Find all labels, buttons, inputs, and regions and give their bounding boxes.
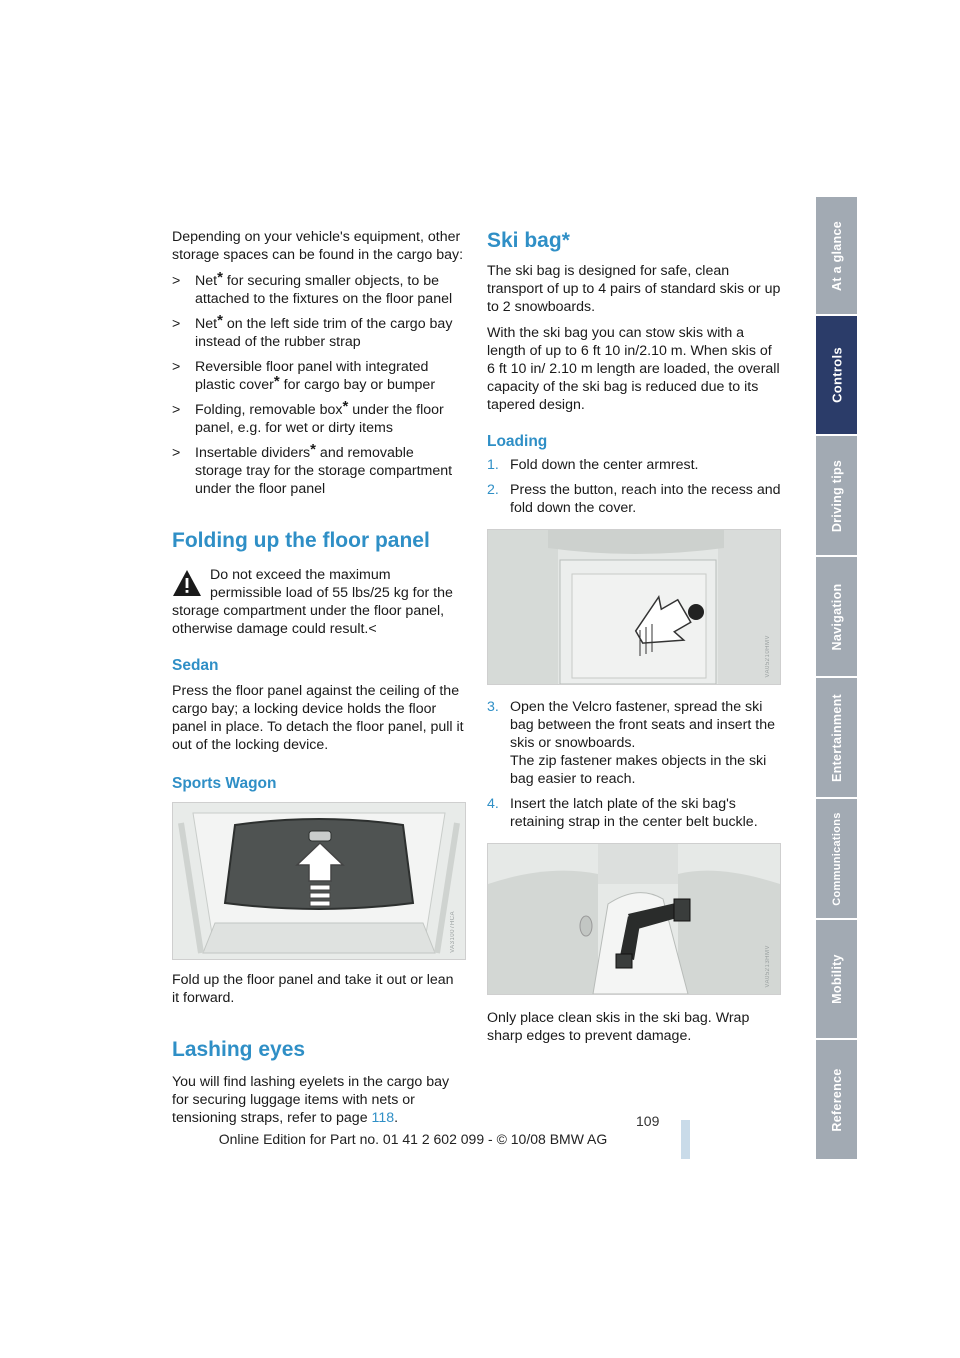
section-heading-lashing-eyes: Lashing eyes: [172, 1038, 306, 1061]
subheading-sports-wagon: Sports Wagon: [172, 775, 277, 792]
armrest-cover-image: [487, 529, 781, 685]
tab-controls[interactable]: Controls: [816, 316, 857, 434]
end-marker: <: [368, 621, 377, 637]
ski-bag-intro: The ski bag is designed for safe, clean transport of up to 4 pairs of standard skis or up to 2 snowboards.: [487, 263, 781, 315]
list-item: > Insertable dividers* and removable storage tray for the storage compartment under the floor panel: [172, 441, 453, 497]
sedan-text: Press the floor panel against the ceiling of the cargo bay; a locking device holds the floor panel in place. To detach the floor panel, pull it out of the locking device.: [172, 683, 464, 753]
optional-equipment-star: *: [342, 398, 349, 415]
image-code: VA05210HMV: [765, 635, 771, 678]
list-item: > Reversible floor panel with integrated plastic cover* for cargo bay or bumper: [172, 359, 436, 393]
step-item: 4. Insert the latch plate of the ski bag's retaining strap in the center belt buckle.: [487, 796, 758, 830]
ski-bag-closing: Only place clean skis in the ski bag. Wrap sharp edges to prevent damage.: [487, 1010, 750, 1044]
right-column: [487, 228, 781, 1053]
ski-bag-strap-illustration: [488, 844, 780, 994]
ski-bag-capacity: With the ski bag you can stow skis with a length of up to 6 ft 10 in/2.10 m. When skis of 6 ft 10 in/ 2.10 m length are loaded, the overall capacity of the ski bag is reduced due to its tapered design.: [487, 325, 780, 413]
page-number: 109: [636, 1113, 660, 1129]
step-item: 3. Open the Velcro fastener, spread the ski bag between the front seats and insert the skis or snowboards. The zip fastener makes objects in the ski bag easier to reach.: [487, 699, 776, 787]
tab-at-a-glance[interactable]: At a glance: [816, 197, 857, 314]
list-item: > Net* on the left side trim of the cargo bay instead of the rubber strap: [172, 312, 453, 350]
ski-bag-strap-image: [487, 843, 781, 995]
subheading-sedan: Sedan: [172, 657, 219, 674]
cargo-floor-panel-image: [172, 802, 466, 960]
step-item: 2. Press the button, reach into the recess and fold down the cover.: [487, 482, 781, 516]
image-code: VA05213HMV: [765, 945, 771, 988]
cargo-bay-illustration: [173, 803, 465, 959]
tab-communications[interactable]: Communications: [816, 799, 857, 918]
tab-mobility[interactable]: Mobility: [816, 920, 857, 1038]
section-heading-ski-bag: Ski bag*: [487, 229, 570, 252]
subheading-loading: Loading: [487, 433, 548, 450]
optional-equipment-star: *: [310, 441, 316, 458]
step-item: 1. Fold down the center armrest.: [487, 457, 699, 473]
tab-driving-tips[interactable]: Driving tips: [816, 436, 857, 555]
footer-text: Online Edition for Part no. 01 41 2 602 099 - © 10/08 BMW AG: [218, 1131, 608, 1147]
optional-equipment-star: *: [217, 312, 223, 329]
optional-equipment-star: *: [217, 269, 223, 286]
lashing-text: You will find lashing eyelets in the cargo bay for securing luggage items with nets or tensioning straps, refer to page 118.: [172, 1074, 450, 1126]
warning-note: Do not exceed the maximum permissible load of 55 lbs/25 kg for the storage compartment under the floor panel, otherwise damage could result.<: [172, 567, 453, 637]
tab-reference[interactable]: Reference: [816, 1040, 857, 1159]
list-item: > Net* for securing smaller objects, to be attached to the fixtures on the floor panel: [172, 269, 453, 307]
list-item: > Folding, removable box* under the floor panel, e.g. for wet or dirty items: [172, 398, 444, 436]
optional-equipment-star: *: [561, 229, 570, 252]
sports-wagon-text: Fold up the floor panel and take it out or lean it forward.: [172, 972, 454, 1006]
warning-icon: [172, 568, 202, 598]
image-code: VA31007HCA: [450, 911, 456, 953]
tab-navigation[interactable]: Navigation: [816, 557, 857, 676]
tab-entertainment[interactable]: Entertainment: [816, 678, 857, 797]
page-reference-link[interactable]: 118: [371, 1110, 395, 1126]
section-heading-floor-panel: Folding up the floor panel: [172, 529, 430, 552]
armrest-cover-illustration: [488, 530, 780, 684]
optional-equipment-star: *: [273, 373, 280, 390]
intro-text: Depending on your vehicle's equipment, other storage spaces can be found in the cargo bay:: [172, 229, 464, 263]
left-column: [172, 228, 464, 1135]
